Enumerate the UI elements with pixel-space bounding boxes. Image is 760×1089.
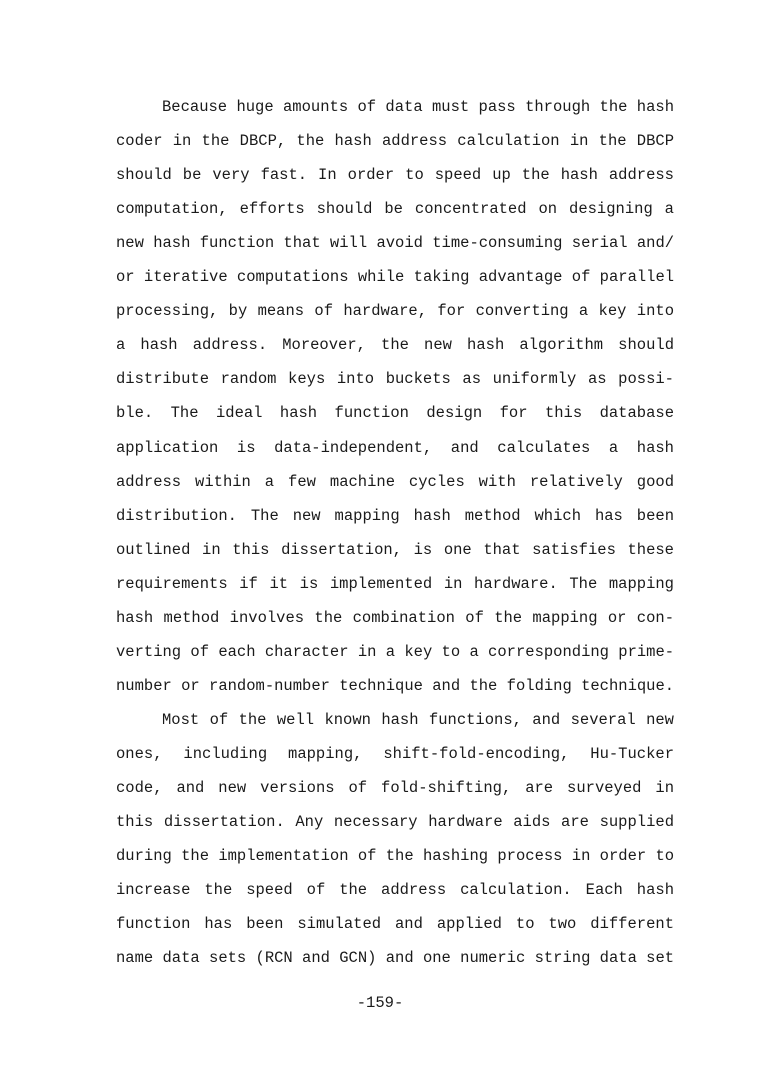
text-line: during the implementation of the hashing process in order to: [116, 847, 675, 866]
text-line: requirements if it is implemented in hardware. The mapping: [116, 574, 674, 593]
text-line: ble. The ideal hash function design for this database: [116, 404, 674, 423]
text-line: Because huge amounts of data must pass through the hash: [162, 98, 674, 116]
text-line: coder in the DBCP, the hash address calculation in the DBCP: [116, 132, 674, 151]
text-line: increase the speed of the address calculation. Each hash: [116, 881, 674, 900]
text-line: new hash function that will avoid time-consuming serial and/: [116, 234, 675, 253]
text-line: outlined in this dissertation, is one that satisfies these: [116, 540, 674, 559]
text-line: address within a few machine cycles with relatively good: [116, 472, 674, 491]
text-line: or iterative computations while taking advantage of parallel: [116, 268, 675, 287]
text-line: distribution. The new mapping hash method which has been: [116, 506, 674, 525]
text-line: processing, by means of hardware, for converting a key into: [116, 302, 674, 321]
text-line: application is data-independent, and calculates a hash: [116, 438, 674, 457]
text-line: number or random-number technique and the folding technique.: [116, 676, 675, 695]
text-line: computation, efforts should be concentrated on designing a: [116, 200, 674, 219]
text-line: Most of the well known hash functions, and several new: [162, 710, 674, 729]
text-line: function has been simulated and applied to two different: [116, 915, 674, 934]
page-number: -159-: [356, 994, 404, 1012]
text-line: hash method involves the combination of the mapping or con-: [116, 608, 674, 627]
text-line: code, and new versions of fold-shifting, are surveyed in: [116, 779, 674, 797]
text-line: a hash address. Moreover, the new hash algorithm should: [116, 336, 674, 355]
text-line: verting of each character in a key to a corresponding prime-: [116, 642, 675, 661]
text-line: should be very fast. In order to speed up the hash address: [116, 166, 674, 185]
text-line: this dissertation. Any necessary hardware aids are supplied: [116, 813, 674, 832]
text-line: ones, including mapping, shift-fold-encoding, Hu-Tucker: [116, 744, 674, 763]
text-line: distribute random keys into buckets as uniformly as possi-: [116, 370, 674, 389]
text-line: name data sets (RCN and GCN) and one numeric string data set: [116, 949, 675, 968]
